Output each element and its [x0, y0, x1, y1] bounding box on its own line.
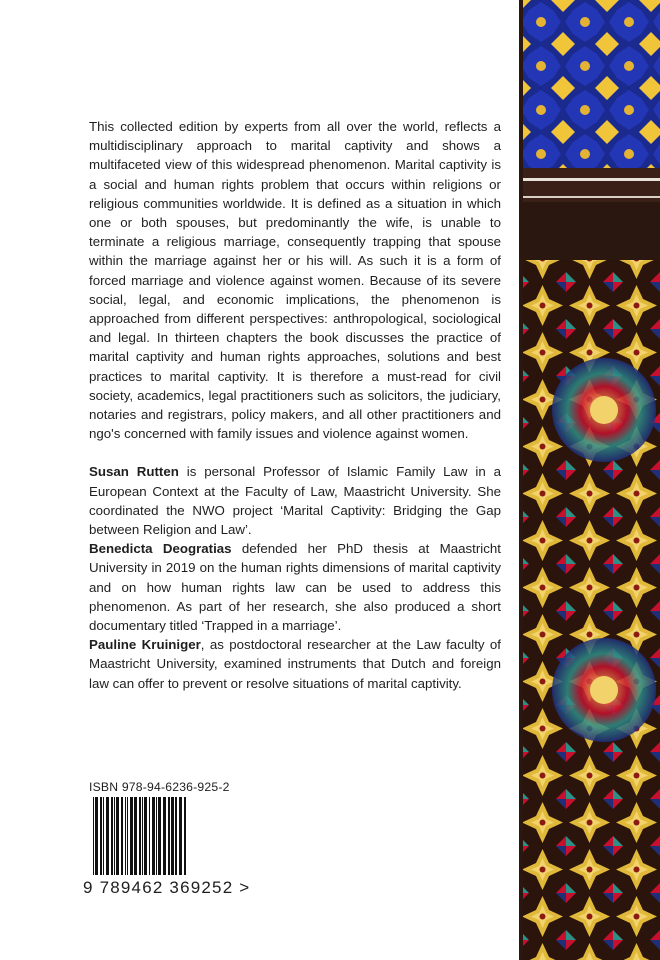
- barcode-bar: [114, 797, 115, 875]
- barcode-bar: [142, 797, 143, 875]
- author-bio-kruiniger: [89, 635, 501, 693]
- barcode-bar: [158, 797, 161, 875]
- barcode-bar: [125, 797, 126, 875]
- barcode-bar: [171, 797, 174, 875]
- barcode-bar: [184, 797, 186, 875]
- book-blurb: This collected edition by experts from all over the world, reflects a multidisciplinary approach to marital captivity and shows a multifaceted view of this widespread phenomenon. Marital captivity is a social and human rights problem that occurs within religions or religious communities worldwide. It is defined as a situation in which one or both spouses, but predominantly the wife, is unable to terminate a religious marriage, consequently trapping that spouse within the marriage against her or his will. As such it is a form of forced marriage and violence against women. Because of its severe social, legal, and economic implications, the phenomenon is approached from different perspectives: anthropological, sociological and legal. In thirteen chapters the book discusses the practice of marital captivity and human rights approaches, solutions and best practices to marital captivity. It is therefore a must-read for civil society, academics, legal practitioners such as solicitors, the judiciary, notaries and registrars, policy makers, and all other practitioners and ngo's concerned with family issues and violence against women.: [89, 119, 501, 442]
- author-bio: , as postdoctoral researcher at the Law faculty of Maastricht University, examined instruments that Dutch and foreign law can offer to prevent or resolve situations of marital captivity.: [89, 637, 501, 691]
- barcode-bars: [83, 795, 243, 879]
- barcode-bar: [152, 797, 155, 875]
- barcode-bar: [134, 797, 137, 875]
- barcode-bar: [116, 797, 119, 875]
- barcode-bar: [179, 797, 182, 875]
- author-bio: defended her PhD thesis at Maastricht University in 2019 on the human rights dimensions of marital captivity and on how human rights law can be used to address this phenomenon. As part of her research, she also produced a short documentary titled ‘Trapped in a marriage’.: [89, 541, 501, 634]
- barcode-bar: [139, 797, 141, 875]
- author-bio: is personal Professor of Islamic Family Law in a European Context at the Faculty of Law, Maastricht University. She coordinated the NWO project ‘Marital Captivity: Bridging the Gap between Religion and Law’.: [89, 464, 501, 538]
- barcode-bar: [95, 797, 98, 875]
- author-name: Susan Rutten: [89, 464, 179, 480]
- text-column: [89, 117, 501, 693]
- barcode-bar: [100, 797, 102, 875]
- barcode-bar: [127, 797, 128, 875]
- stained-glass-window: [519, 0, 660, 960]
- barcode-bar: [163, 797, 166, 875]
- barcode-bar: [103, 797, 104, 875]
- barcode-bar: [121, 797, 123, 875]
- barcode-bar: [149, 797, 150, 875]
- barcode-bar: [93, 797, 94, 875]
- barcode-bar: [130, 797, 133, 875]
- isbn-label: ISBN 978-94-6236-925-2: [89, 780, 230, 794]
- barcode-digits: 9 789462 369252 >: [83, 878, 251, 897]
- barcode-bar: [175, 797, 177, 875]
- barcode-bar: [144, 797, 147, 875]
- author-bio-rutten: [89, 462, 501, 539]
- author-name: Pauline Kruiniger: [89, 637, 201, 653]
- barcode-bar: [156, 797, 157, 875]
- author-bio-deogratias: [89, 539, 501, 635]
- barcode-bar: [106, 797, 109, 875]
- stained-glass-image: [519, 0, 660, 960]
- author-name: Benedicta Deogratias: [89, 541, 232, 557]
- barcode-bar: [111, 797, 113, 875]
- barcode-bar: [168, 797, 170, 875]
